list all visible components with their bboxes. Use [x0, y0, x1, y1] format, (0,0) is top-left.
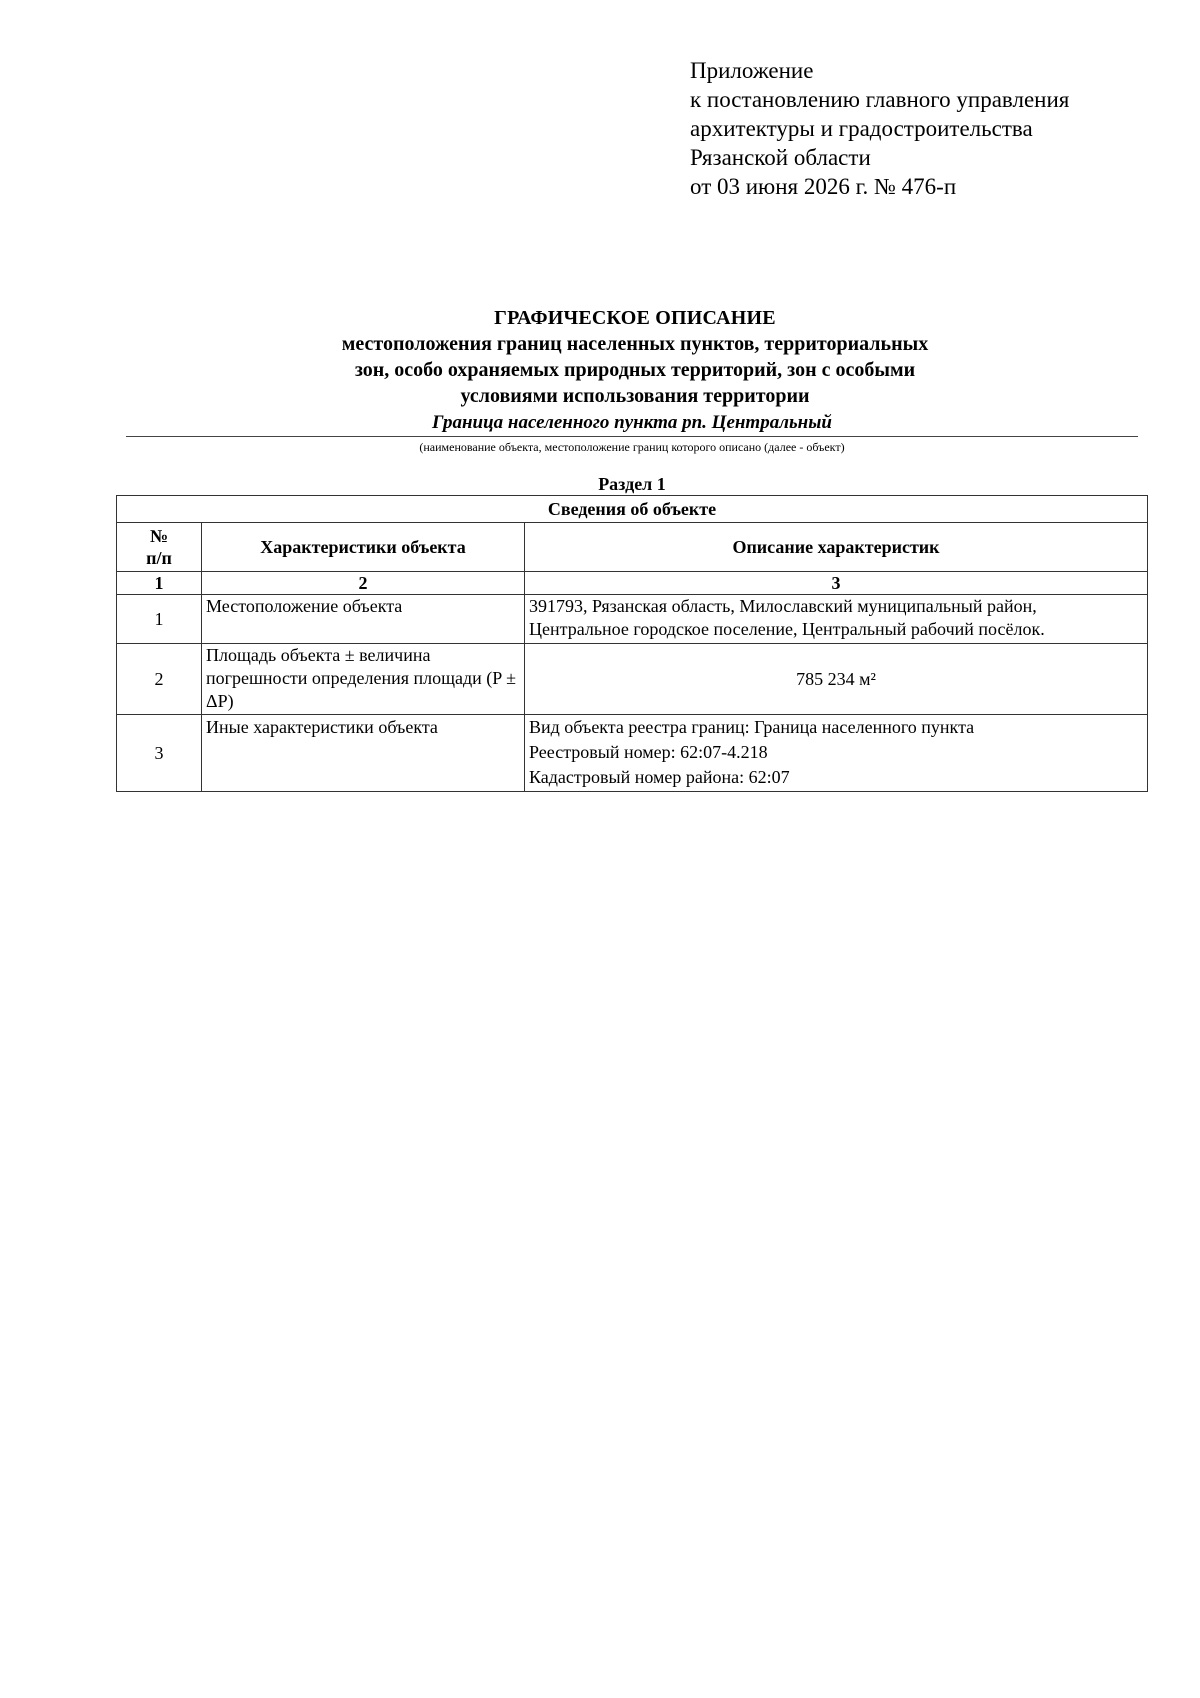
header-number [117, 523, 202, 572]
header-number-label: № п/п [146, 526, 172, 568]
column-number-row [117, 572, 1148, 595]
object-info-table [116, 495, 1148, 792]
document-title-line: условиями использования территории [460, 385, 810, 407]
row-description-line: Кадастровый номер района: 62:07 [529, 767, 790, 787]
column-number: 2 [202, 572, 525, 595]
column-number: 3 [525, 572, 1148, 595]
row-description-area: 785 234 м² [525, 644, 1148, 715]
document-title-line: местоположения границ населенных пунктов, территориальных [341, 333, 929, 355]
object-name: Граница населенного пункта рп. Центральный [432, 412, 832, 433]
object-name-underline [126, 436, 1138, 437]
row-description-line: Центральное городское поселение, Центральный рабочий посёлок. [529, 619, 1045, 639]
row-number: 3 [117, 715, 202, 792]
row-characteristic: Площадь объекта ± величина погрешности определения площади (P ± ΔP) [202, 644, 525, 715]
row-characteristic: Иные характеристики объекта [202, 715, 525, 792]
section-title: Раздел 1 [598, 474, 666, 494]
header-characteristic: Характеристики объекта [202, 523, 525, 572]
row-description-line: Реестровый номер: 62:07-4.218 [529, 742, 768, 762]
row-number: 2 [117, 644, 202, 715]
table-row [117, 644, 1148, 715]
appendix-header [690, 56, 1069, 201]
document-title [0, 305, 1200, 409]
row-description [525, 715, 1148, 792]
object-name-caption: (наименование объекта, местоположение границ которого описано (далее - объект) [419, 440, 845, 454]
table-row [117, 595, 1148, 644]
table-header-row [117, 523, 1148, 572]
table-row [117, 715, 1148, 792]
row-description [525, 595, 1148, 644]
appendix-line: от 03 июня 2026 г. № 476-п [690, 174, 957, 199]
document-title-main: ГРАФИЧЕСКОЕ ОПИСАНИЕ [494, 307, 776, 329]
appendix-line: Рязанской области [690, 145, 871, 170]
column-number: 1 [117, 572, 202, 595]
row-description-line: 391793, Рязанская область, Милославский муниципальный район, [529, 596, 1037, 616]
row-description-line: Вид объекта реестра границ: Граница населенного пункта [529, 717, 975, 737]
table-caption-row [117, 496, 1148, 523]
appendix-line: Приложение [690, 58, 814, 83]
table-caption: Сведения об объекте [117, 496, 1148, 523]
row-characteristic: Местоположение объекта [202, 595, 525, 644]
header-description: Описание характеристик [525, 523, 1148, 572]
appendix-line: к постановлению главного управления [690, 87, 1070, 112]
document-title-line: зон, особо охраняемых природных территорий, зон с особыми [354, 359, 916, 381]
row-number: 1 [117, 595, 202, 644]
appendix-line: архитектуры и градостроительства [690, 116, 1033, 141]
